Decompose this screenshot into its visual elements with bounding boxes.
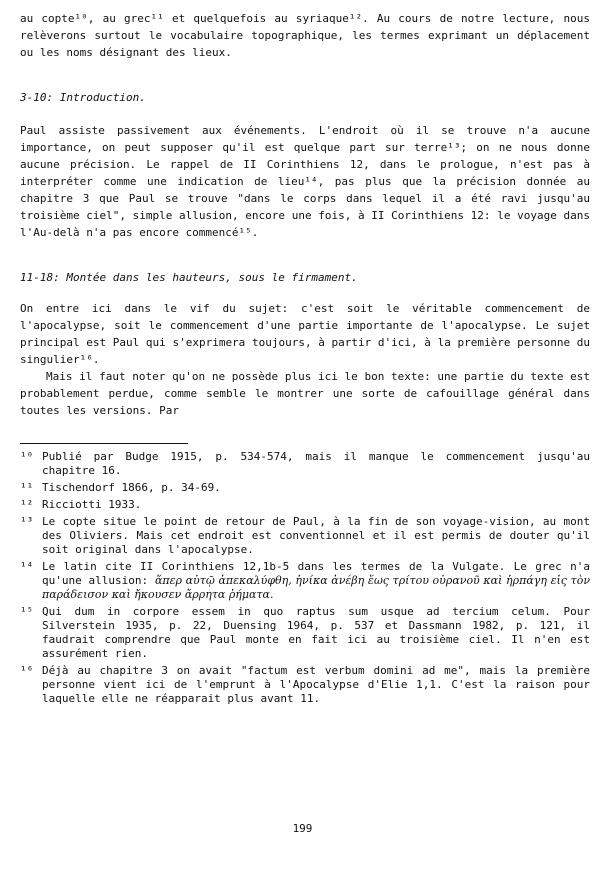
footnote	[20, 664, 590, 706]
page-body	[20, 10, 590, 709]
footnote-text: Ricciotti 1933.	[42, 498, 142, 511]
paragraph-montee-2: Mais il faut noter qu'on ne possède plus ici le bon texte: une partie du texte est probablement perdue, comme semble le montrer une sorte de cafouillage général dans toutes les versions. Par	[20, 370, 590, 417]
footnote-text: Le copte situe le point de retour de Paul, à la fin de son voyage-vision, au mont des Oliviers. Mais cet endroit est conventionnel et il est permis de douter qu'il soit original dans l'apocalypse.	[42, 515, 590, 556]
greek-quotation: ἅπερ αὐτῷ ἀπεκαλύφθη, ἡνίκα ἀνέβη ἕως τρίτου οὐρανοῦ καὶ ἡρπάγη εἰς τὸν παράδεισον καὶ ἤκουσεν ἄρρητα ῥήματα.	[42, 574, 591, 601]
footnote-mark: ¹⁴	[20, 560, 34, 573]
page-number: 199	[292, 822, 313, 835]
footnote-text: Tischendorf 1866, p. 34-69.	[42, 481, 221, 494]
footnote-text: Qui dum in corpore essem in quo raptus sum usque ad tercium celum. Pour Silverstein 1935, p. 22, Duensing 1964, p. 537 et Dassmann 1982, p. 121, il faudrait comprendre que Paul monte en fait ici au troisième ciel. Il n'en est assurément rien.	[42, 605, 590, 660]
footnote-mark: ¹²	[20, 498, 34, 511]
section-heading-introduction: 3-10: Introduction.	[20, 91, 146, 104]
footnote	[20, 560, 590, 602]
footnote-text: Le latin cite II Corinthiens 12,1b-5 dans les termes de la Vulgate. Le grec n'a qu'une allusion:	[42, 560, 590, 587]
top-paragraph: au copte¹⁰, au grec¹¹ et quelquefois au syriaque¹². Au cours de notre lecture, nous relèverons surtout le vocabulaire topographique, les termes exprimant un déplacement ou les noms désignant des lieux.	[20, 12, 590, 59]
footnote	[20, 515, 590, 557]
footnote-mark: ¹³	[20, 515, 34, 528]
footnote-divider	[20, 443, 188, 444]
footnote-mark: ¹⁰	[20, 450, 34, 463]
footnote	[20, 498, 590, 512]
paragraph-montee-1: On entre ici dans le vif du sujet: c'est soit le véritable commencement de l'apocalypse, soit le commencement d'une partie importante de l'apocalypse. Le sujet principal est Paul qui s'exprimera toujours, à partir d'ici, à la première personne du singulier¹⁶.	[20, 302, 590, 366]
footnote-mark: ¹¹	[20, 481, 34, 494]
footnote	[20, 450, 590, 478]
footnote-body	[42, 560, 590, 602]
section-heading-montee: 11-18: Montée dans les hauteurs, sous le firmament.	[20, 271, 358, 284]
footnote-mark: ¹⁵	[20, 605, 34, 618]
footnote-text: Déjà au chapitre 3 on avait "factum est verbum domini ad me", mais la première personne vient ici de l'emprunt à l'Apocalypse d'Elie 1,1. C'est la raison pour laquelle elle ne réapparait plus avant 11.	[42, 664, 590, 705]
footnote	[20, 605, 590, 661]
footnote-mark: ¹⁶	[20, 664, 34, 677]
paragraph-introduction: Paul assiste passivement aux événements. L'endroit où il se trouve n'a aucune importance, on peut supposer qu'il est quelque part sur terre¹³; on ne nous donne aucune précision. Le rappel de II Corinthiens 12, dans le prologue, n'est pas à interpréter comme une indication de lieu¹⁴, pas plus que la précision donnée au chapitre 3 que Paul se trouve "dans le corps dans lequel il a été ravi jusqu'au troisième ciel", simple allusion, encore une fois, à II Corinthiens 12: le voyage dans l'Au-delà n'a pas encore commencé¹⁵.	[20, 124, 590, 239]
footnote-text: Publié par Budge 1915, p. 534-574, mais il manque le commencement jusqu'au chapitre 16.	[42, 450, 590, 477]
footnote	[20, 481, 590, 495]
